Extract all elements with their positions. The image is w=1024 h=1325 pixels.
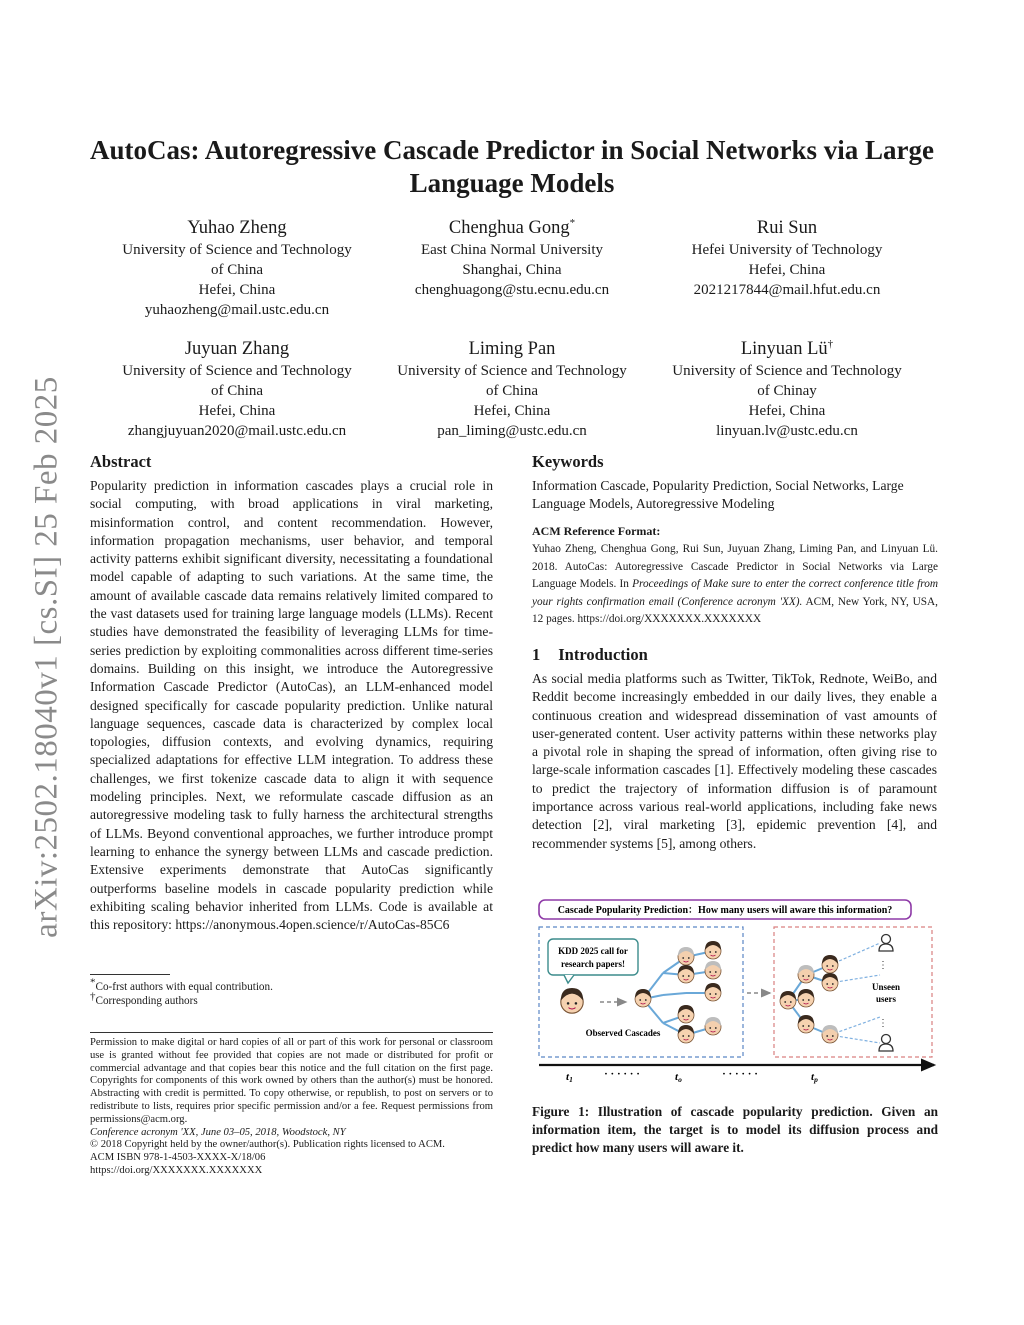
- author-block: [647, 216, 927, 300]
- author-location: Hefei, China: [473, 403, 551, 419]
- arxiv-stamp-text: arXiv:2502.18040v1 [cs.SI] 25 Feb 2025: [28, 376, 65, 938]
- author-email: 2021217844@mail.hfut.edu.cn: [693, 282, 881, 298]
- unseen-user-icon: [879, 1035, 893, 1052]
- author-location: Hefei, China: [198, 282, 276, 298]
- figure-caption: Figure 1: Illustration of cascade popularity prediction. Given an information item, the target is to model its diffusion process and predict how many users will aware it.: [532, 1104, 938, 1155]
- figure-1: [530, 895, 940, 1090]
- bubble-text-line2: research papers!: [561, 959, 625, 969]
- author-location: Hefei, China: [748, 403, 826, 419]
- time-label-tp: tp: [811, 1071, 818, 1084]
- author-affiliation: of Chinay: [757, 383, 817, 399]
- author-affiliation: University of Science and Technology: [122, 242, 352, 258]
- permission-text: Permission to make digital or hard copies of all or part of this work for personal or classroom use is granted without fee provided that copies are not made or distributed for profit or commercial advantage and that copies bear this notice and the full citation on the first page. Copyrights for components of this work owned by others than the author(s) must be honored. Abstracting with credit is permitted. To copy otherwise, or republish, to post on servers or to redistribute to lists, requires prior specific permission and/or a fee. Request permissions from permissions@acm.org.: [90, 1037, 493, 1125]
- copyright-line: © 2018 Copyright held by the owner/author(s). Publication rights licensed to ACM.: [90, 1139, 445, 1151]
- user-icon: [798, 1015, 814, 1033]
- author-block: [647, 337, 927, 441]
- vertical-ellipsis: ⋮: [878, 960, 888, 971]
- author-email: chenghuagong@stu.ecnu.edu.cn: [414, 282, 610, 298]
- unseen-users-label-line1: Unseen: [871, 982, 901, 992]
- user-icon: [822, 973, 838, 991]
- section-title: Introduction: [558, 645, 648, 664]
- user-icon: [705, 983, 721, 1001]
- paper-title: AutoCas: Autoregressive Cascade Predictor in Social Networks via Large Language Models: [90, 135, 934, 198]
- abstract-text: Popularity prediction in information cascades plays a crucial role in social computing, with broad applications in viral marketing, misinformation control, and content recommendation. However, information propagation mechanisms, user behavior, and temporal activity patterns exhibit significant diversity, necessitating a foundational model capable of adapting to such variations. At the same time, the amount of available cascade data remains relatively limited compared to the vast datasets used for training large language models (LLMs). Recent studies have demonstrated the feasibility of leveraging LLMs for time-series prediction by exploiting commonalities across different time-series domains. Building on this insight, we introduce the Autoregressive Information Cascade Predictor (AutoCas), an LLM-enhanced model designed specifically for cascade popularity prediction. Unlike natural language sequences, cascade data is characterized by complex local topologies, diffusion contexts, and evolving dynamics, requiring specialized adaptations for effective LLM integration. To address these challenges, we first tokenize cascade data to align it with sequence modeling principles. Next, we reformulate cascade diffusion as an autoregressive modeling task to fully harness the architectural strengths of LLMs. Beyond conventional approaches, we further introduce prompt learning to enhance the synergy between LLMs and cascade prediction. Extensive experiments demonstrate that AutoCas significantly outperforms baseline models in cascade popularity prediction while exhibiting scaling behavior inherited from LLMs. Code is available at this repository: https://anonymous.4open.science/r/AutoCas-85C6: [90, 478, 493, 933]
- time-ellipsis: · · · · · ·: [604, 1068, 640, 1080]
- time-ellipsis: · · · · · ·: [722, 1068, 758, 1080]
- footnote-mark: †: [90, 989, 96, 1002]
- keywords-text: Information Cascade, Popularity Prediction, Social Networks, Large Language Models, Autoregressive Modeling: [532, 478, 904, 512]
- author-email: pan_liming@ustc.edu.cn: [437, 423, 587, 439]
- arxiv-stamp: [22, 372, 72, 942]
- bubble-text-line1: KDD 2025 call for: [558, 946, 628, 956]
- author-footnote-mark: †: [827, 337, 834, 350]
- author-affiliation: of China: [210, 262, 264, 278]
- author-location: Shanghai, China: [462, 262, 562, 278]
- author-affiliation: University of Science and Technology: [397, 363, 627, 379]
- user-icon: [635, 989, 651, 1007]
- author-name: Rui Sun: [756, 218, 818, 238]
- footnotes: [90, 976, 490, 1008]
- doi-line: https://doi.org/XXXXXXX.XXXXXXX: [90, 1164, 263, 1176]
- user-icon: [822, 1025, 838, 1043]
- unseen-cascade-box: [774, 927, 932, 1057]
- author-email: yuhaozheng@mail.ustc.edu.cn: [144, 302, 330, 318]
- unseen-users-label-line2: users: [876, 994, 896, 1004]
- author-footnote-mark: *: [569, 216, 576, 229]
- author-affiliation: University of Science and Technology: [672, 363, 902, 379]
- user-icon: [705, 961, 721, 979]
- author-block: [372, 337, 652, 441]
- author-affiliation: Hefei University of Technology: [691, 242, 883, 258]
- acm-ref-publisher: ACM, New York, NY, USA, 12 pages. https://doi.org/XXXXXXX.XXXXXXX: [532, 595, 938, 625]
- author-name: Yuhao Zheng: [187, 218, 287, 238]
- user-icon: [678, 1025, 694, 1043]
- keywords-heading: Keywords: [532, 452, 604, 471]
- abstract-heading: Abstract: [90, 452, 152, 471]
- user-icon: [678, 1005, 694, 1023]
- observed-cascades-label: Observed Cascades: [585, 1028, 661, 1038]
- footnote-text: Co-frst authors with equal contribution.: [95, 981, 273, 993]
- author-block: [97, 216, 377, 320]
- user-icon: [705, 1017, 721, 1035]
- vertical-ellipsis: ⋮: [878, 1018, 888, 1029]
- acm-ref-heading: ACM Reference Format:: [532, 524, 661, 538]
- permission-block: [90, 1037, 493, 1178]
- user-icon: [780, 991, 796, 1009]
- message-bubble-tail: [564, 975, 574, 983]
- footnote-text: Corresponding authors: [95, 994, 198, 1007]
- footnote-mark: *: [90, 976, 96, 989]
- message-bubble: [548, 939, 638, 975]
- author-name: Liming Pan: [468, 339, 556, 359]
- author-affiliation: of China: [210, 383, 264, 399]
- author-name: Juyuan Zhang: [184, 339, 290, 359]
- time-label-to: to: [675, 1071, 682, 1084]
- author-affiliation: of China: [485, 383, 539, 399]
- predicted-tree-dashed-edges: [830, 943, 880, 1043]
- isbn-line: ACM ISBN 978-1-4503-XXXX-X/18/06: [90, 1152, 266, 1164]
- author-name: Linyuan Lü: [740, 339, 828, 359]
- author-affiliation: East China Normal University: [420, 242, 604, 258]
- user-icon: [678, 965, 694, 983]
- figure-banner-text: Cascade Popularity Prediction：How many users will aware this information?: [557, 905, 893, 916]
- observed-tree-edges: [643, 951, 713, 1035]
- conference-line: Conference acronym 'XX, June 03–05, 2018, Woodstock, NY: [90, 1126, 346, 1138]
- user-icon: [798, 965, 814, 983]
- user-icon: [705, 941, 721, 959]
- introduction-text: As social media platforms such as Twitter, TikTok, Rednote, WeiBo, and Reddit become increasingly embedded in our daily lives, they enable a continuous creation and widespread dissemination of vast amounts of user-generated content. User activity patterns within these networks play a pivotal role in shaping the spread of information, often giving rise to large-scale information cascades [1]. Effectively modeling these cascades to predict the trajectory of information diffusion is of paramount importance across various real-world applications, including fake news detection [2], viral marketing [3], epidemic prevention [4], and recommender systems [5], among others.: [532, 671, 937, 851]
- unseen-user-icon: [879, 935, 893, 952]
- author-location: Hefei, China: [198, 403, 276, 419]
- author-location: Hefei, China: [748, 262, 826, 278]
- footnote-rule: [90, 974, 170, 975]
- author-block: [372, 216, 652, 300]
- acm-ref-authors: Yuhao Zheng, Chenghua Gong, Rui Sun, Juyuan Zhang, Liming Pan, and Linyuan Lü. 2018. AutoCas: Autoregressive Cascade Predictor in Social Networks via Large Language Models. In: [532, 543, 938, 590]
- acm-ref-text: [532, 541, 938, 629]
- author-name: Chenghua Gong: [448, 218, 570, 238]
- section-heading: [532, 645, 648, 665]
- section-number: 1: [532, 645, 541, 664]
- source-user-icon: [561, 988, 583, 1013]
- acm-ref-proceedings: Proceedings of Make sure to enter the correct conference title from your rights confirmation email (Conference acronym 'XX).: [532, 578, 939, 608]
- user-icon: [798, 989, 814, 1007]
- permission-rule: [90, 1032, 493, 1033]
- author-email: linyuan.lv@ustc.edu.cn: [716, 423, 858, 439]
- author-block: [97, 337, 377, 441]
- time-label-t1: t1: [566, 1071, 573, 1084]
- user-icon: [678, 947, 694, 965]
- author-email: zhangjuyuan2020@mail.ustc.edu.cn: [127, 423, 347, 439]
- user-icon: [822, 955, 838, 973]
- author-affiliation: University of Science and Technology: [122, 363, 352, 379]
